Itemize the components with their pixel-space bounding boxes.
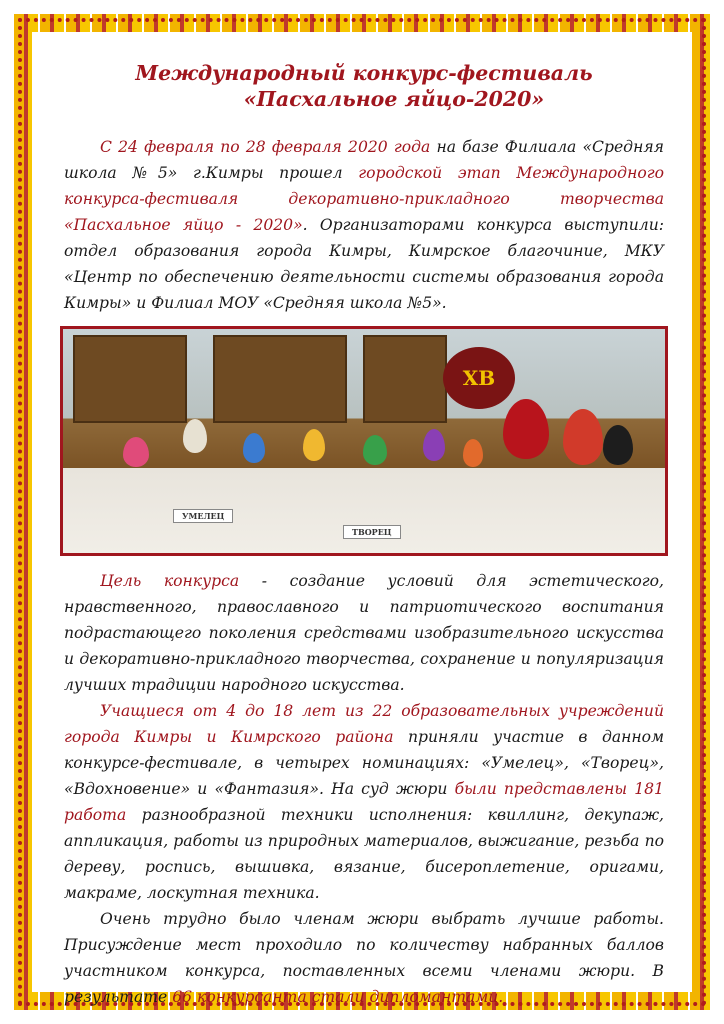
intro-paragraph (64, 134, 664, 316)
goal-label: Цель конкурса (100, 572, 240, 590)
participants-text-b: разнообразной техники исполнения: квиллинг, декупаж, аппликация, работы из природных материалов, выжигание, резьба по дереву, роспись, вышивка, вязание, бисероплетение, оригами, макраме, лоскутная техника. (64, 806, 664, 902)
works-count: были представлены 181 работа (64, 780, 664, 824)
egg-decoration (123, 437, 149, 467)
egg-decoration (303, 429, 325, 461)
egg-decoration (183, 419, 207, 453)
cabinet (363, 335, 447, 423)
egg-decoration (603, 425, 633, 465)
participants-highlight: Учащиеся от 4 до 18 лет из 22 образовательных учреждений города Кимры и Кимрского района (64, 702, 664, 746)
results-highlight: 66 конкурсантa стали дипломантами. (172, 988, 504, 1006)
participants-paragraph (64, 698, 664, 906)
cabinet (213, 335, 347, 423)
event-stage: городской этап Международного конкурса-фестиваля декоративно-прикладного творчества «Пасхальное яйцо - 2020» (64, 164, 664, 234)
xv-wreath (443, 347, 515, 409)
egg-decoration (423, 429, 445, 461)
title-line-1: Международный конкурс-фестиваль (135, 61, 593, 85)
participants-text-a: приняли участие в данном конкурсе-фестивале, в четырех номинациях: «Умелец», «Творец», «Вдохновение» и «Фантазия». На суд жюри (64, 728, 664, 798)
results-paragraph (64, 906, 664, 1010)
egg-decoration (503, 399, 549, 459)
wreath-label: ХВ (462, 366, 496, 390)
goal-paragraph (64, 568, 664, 698)
egg-decoration (463, 439, 483, 467)
results-text: Очень трудно было членам жюри выбрать лучшие работы. Присуждение мест проходило по количеству набранных баллов участником конкурса, поставленных всеми членами жюри. В результате (64, 910, 664, 1006)
goal-text: - создание условий для эстетического, нравственного, православного и патриотического воспитания подрастающего поколения средствами изобразительного искусства и декоративно-прикладного творчества, сохранение и популяризация лучших традиции народного искусства. (64, 572, 664, 694)
egg-decoration (363, 435, 387, 465)
egg-decoration (243, 433, 265, 463)
article (64, 60, 664, 1010)
nomination-tag-tvorets: ТВОРЕЦ (343, 525, 401, 539)
title-line-2: «Пасхальное яйцо-2020» (243, 87, 545, 111)
page-title (64, 60, 664, 112)
intro-text-b: . Организаторами конкурса выступили: отдел образования города Кимры, Кимрское благочиние, МКУ «Центр по обеспечению деятельности системы образования города Кимры» и Филиал МОУ «Средняя школа №5». (64, 216, 664, 312)
nomination-tag-umelets: УМЕЛЕЦ (173, 509, 233, 523)
exhibition-photo (60, 326, 668, 556)
egg-decoration (563, 409, 603, 465)
cabinet (73, 335, 187, 423)
event-dates: С 24 февраля по 28 февраля 2020 года (100, 138, 431, 156)
intro-text-a: на базе Филиала «Средняя школа №5» г.Кимры прошел (64, 138, 664, 182)
